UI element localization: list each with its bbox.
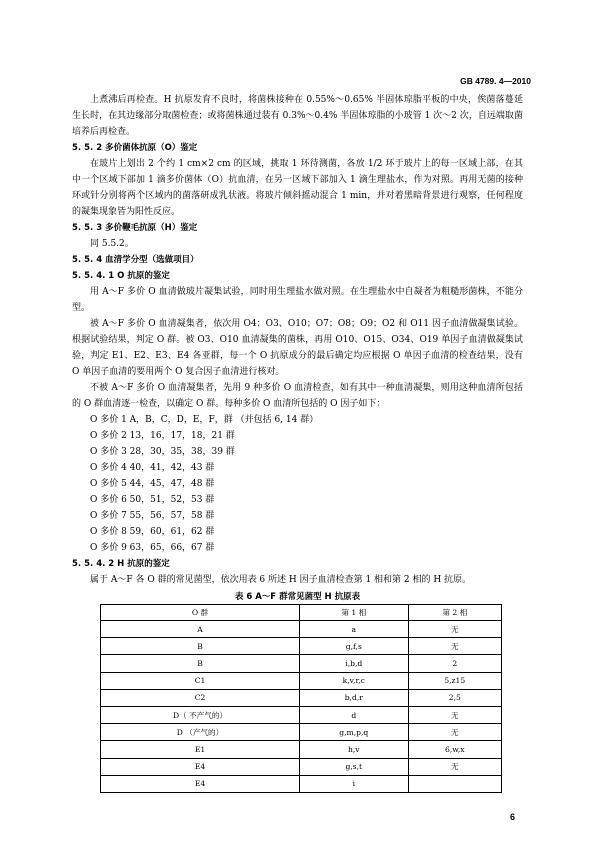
paragraph-o-serum-agglutination: 用 A～F 多价 O 血清做玻片凝集试验，同时用生理盐水做对照。在生理盐水中自凝者为粗糙形菌株，不能分型。: [72, 287, 523, 313]
paragraph-polyvalent-o: 不被 A～F 多价 O 血清凝集者，先用 9 种多价 O 血清检查，如有其中一种血清凝集，则用这种血清所包括的 O 群血清逐一检查，以确定 O 群。每种多价 O 血清所包括的 O 因子如下：: [72, 383, 523, 409]
serum-list-item: O 多价 2 13，16，17，18，21 群: [90, 431, 235, 441]
table-cell: C1: [101, 672, 300, 689]
standard-code-header: GB 4789. 4—2010: [460, 76, 531, 86]
table-cell: 2,5: [408, 689, 501, 706]
table-cell: g,m,p,q: [300, 724, 409, 741]
h-antigen-table: [100, 604, 502, 793]
table-cell: 无: [408, 724, 501, 741]
table-cell: 6,w,x: [408, 741, 501, 758]
serum-list-item: O 多价 8 59，60，61，62 群: [90, 527, 215, 537]
table-cell: E1: [101, 741, 300, 758]
table-cell: h,v: [300, 741, 409, 758]
table-cell: 无: [408, 758, 501, 775]
paragraph-o-antigen-slide: 在玻片上划出 2 个约 1 cm×2 cm 的区域，挑取 1 环待测菌，各放 1/2 环于玻片上的每一区域上部，在其中一个区域下部加 1 滴多价菌体（O）抗血清，在另一区域下部加入 1 滴生理盐水，作为对照。再用无菌的接种环或针分别将两个区域内的菌落研成乳状液。将玻片倾斜摇动混合 1 min，并对着黑暗背景进行观察，任何程度的凝集现象皆为阳性反应。: [72, 159, 523, 217]
serum-list-item: O 多价 3 28，30，35，38，39 群: [90, 447, 235, 457]
table-cell: D（ 不产气的）: [101, 706, 300, 723]
paragraph-h-antigen-retest: 上煮沸后再检查。H 抗原发育不良时，将菌株接种在 0.55%～0.65% 半固体琼脂平板的中央，俟菌落蔓延生长时，在其边缘部分取菌检查；或将菌株通过装有 0.3%～0.4% 半固体琼脂的小玻管 1 次～2 次，自远端取菌培养后再检查。: [72, 95, 523, 137]
table-cell: g,s,t: [300, 758, 409, 775]
table-row: [101, 724, 502, 741]
serum-list-item: O 多价 9 63，65，66，67 群: [90, 543, 215, 553]
paragraph-h-antigen-identification: 属于 A～F 各 O 群的常见菌型，依次用表 6 所述 H 因子血清检查第 1 相和第 2 相的 H 抗原。: [90, 575, 472, 585]
serum-list-item: O 多价 6 50，51，52，53 群: [90, 495, 215, 505]
paragraph-o-group-determination: 被 A～F 多价 O 血清凝集者，依次用 O4；O3、O10；O7；O8；O9；O2 和 O11 因子血清做凝集试验。根据试验结果，判定 O 群。被 O3、O10 血清凝集的菌株，再用 O10、O15、O34、O19 单因子血清做凝集试验，判定 E1、E2、E3、E4 各亚群，每一个 O 抗原成分的最后确定均应根据 O 单因子血清的检查结果，没有 O 单因子血清的要用两个 O 复合因子血清进行核对。: [72, 319, 523, 377]
paragraph-same-as: 同 5.5.2。: [90, 239, 134, 249]
table-row: [101, 621, 502, 638]
table-cell: D （产气的）: [101, 724, 300, 741]
heading-5-5-2: 5. 5. 2 多价菌体抗原（O）鉴定: [72, 143, 198, 153]
table-cell: d: [300, 706, 409, 723]
table-cell: C2: [101, 689, 300, 706]
table-header-row: [101, 605, 502, 621]
column-header: 第 1 相: [300, 605, 409, 621]
table-cell: B: [101, 655, 300, 672]
table-row: [101, 689, 502, 706]
table-row: [101, 775, 502, 792]
table-row: [101, 638, 502, 655]
table-cell: 2: [408, 655, 501, 672]
table-caption: 表 6 A～F 群常见菌型 H 抗原表: [234, 592, 361, 602]
column-header: O 群: [101, 605, 300, 621]
table-cell: g,f,s: [300, 638, 409, 655]
table-cell: a: [300, 621, 409, 638]
heading-5-5-4: 5. 5. 4 血清学分型（选做项目）: [72, 255, 199, 265]
serum-list-item: O 多价 4 40，41，42，43 群: [90, 463, 215, 473]
table-row: [101, 741, 502, 758]
table-cell: A: [101, 621, 300, 638]
column-header: 第 2 相: [408, 605, 501, 621]
table-cell: b,d,r: [300, 689, 409, 706]
table-cell: i,b,d: [300, 655, 409, 672]
polyvalent-serum-list: [72, 412, 523, 556]
table-row: [101, 706, 502, 723]
page-number: 6: [509, 812, 515, 822]
table-cell: B: [101, 638, 300, 655]
table-cell: E4: [101, 775, 300, 792]
table-cell: 5,z15: [408, 672, 501, 689]
table-cell: 无: [408, 638, 501, 655]
serum-list-item: O 多价 5 44，45，47，48 群: [90, 479, 215, 489]
heading-5-5-4-2: 5. 5. 4. 2 H 抗原的鉴定: [72, 559, 170, 569]
document-body: [72, 92, 523, 793]
table-cell: 无: [408, 706, 501, 723]
serum-list-item: O 多价 7 55，56，57，58 群: [90, 511, 215, 521]
table-cell: k,v,r,c: [300, 672, 409, 689]
heading-5-5-4-1: 5. 5. 4. 1 O 抗原的鉴定: [72, 271, 170, 281]
table-cell: i: [300, 775, 409, 792]
table-cell: 无: [408, 621, 501, 638]
table-row: [101, 655, 502, 672]
heading-5-5-3: 5. 5. 3 多价鞭毛抗原（H）鉴定: [72, 223, 198, 233]
table-row: [101, 758, 502, 775]
serum-list-item: O 多价 1 A，B，C，D，E，F，群 （并包括 6, 14 群）: [90, 415, 319, 425]
table-row: [101, 672, 502, 689]
table-cell: E4: [101, 758, 300, 775]
table-cell: [408, 775, 501, 792]
